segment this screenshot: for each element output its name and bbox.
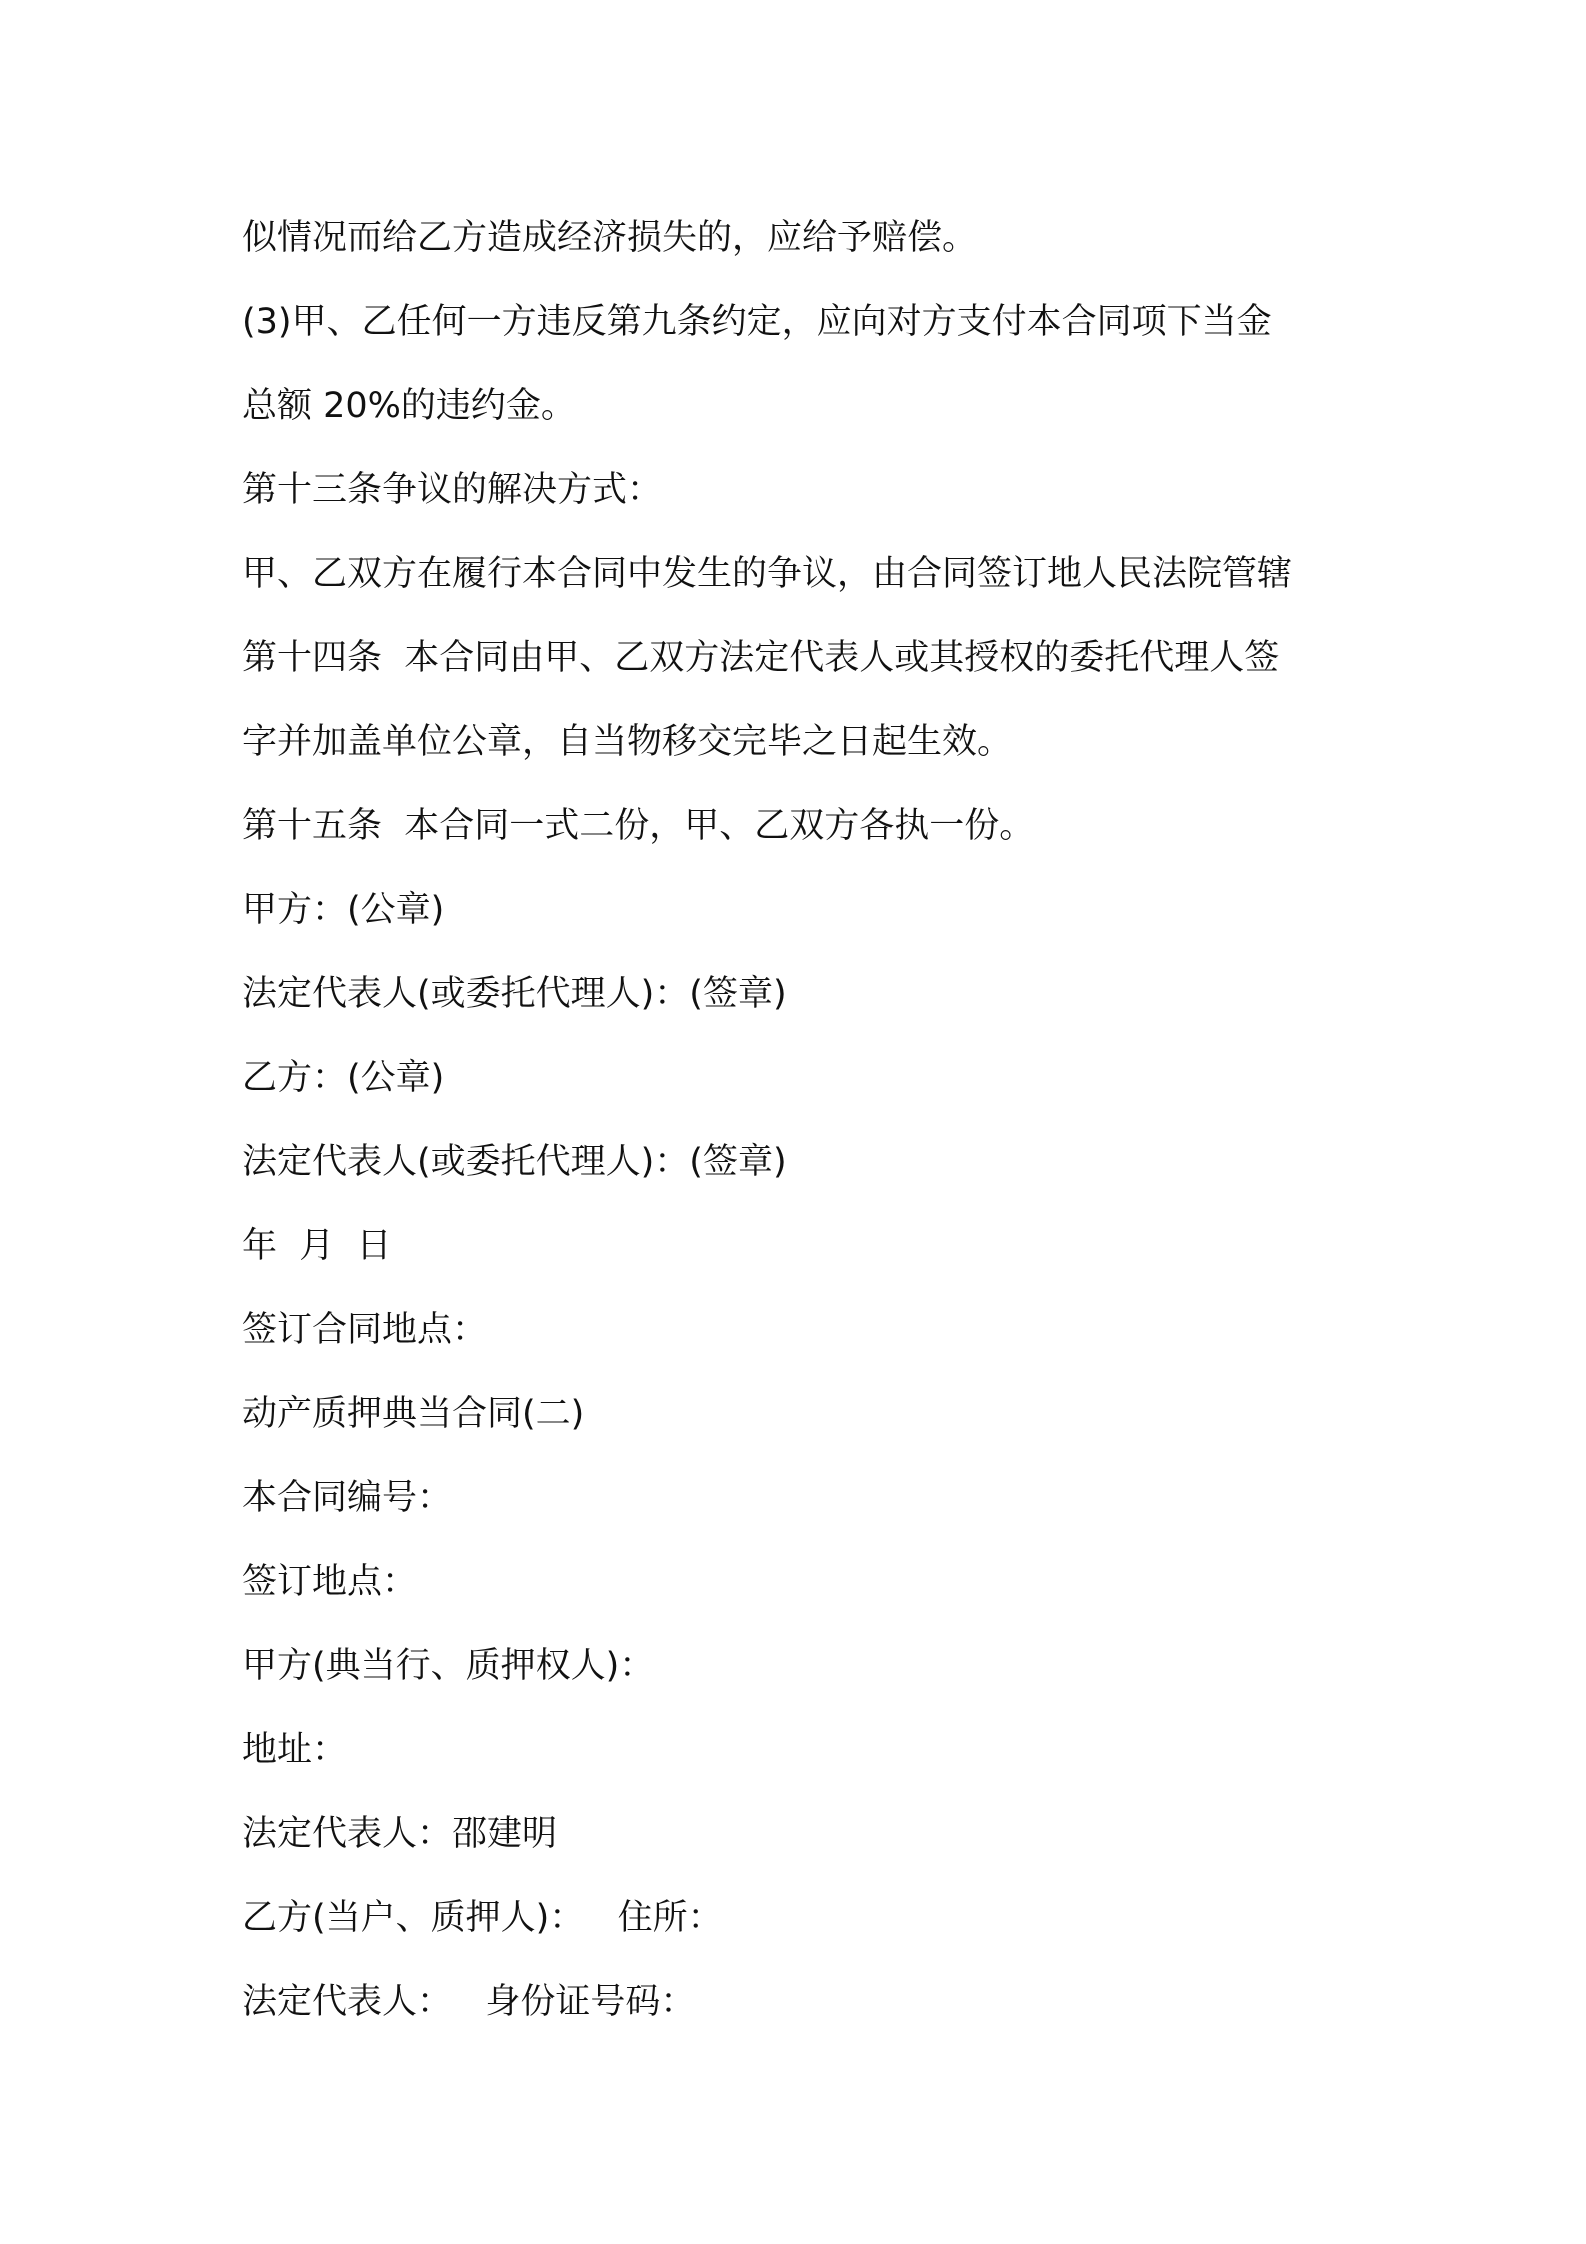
signing-location: 签订地点： (242, 1562, 418, 1602)
text-line-compensation: 似情况而给乙方造成经济损失的，应给予赔偿。 (242, 218, 978, 258)
party-b-seal: 乙方：(公章) (242, 1058, 445, 1098)
article-13-heading: 第十三条争议的解决方式： (242, 470, 663, 510)
contract-number: 本合同编号： (242, 1478, 453, 1518)
date-line: 年 月 日 (242, 1226, 392, 1266)
party-a-representative: 法定代表人(或委托代理人)：(签章) (242, 974, 787, 1014)
article-15: 第十五条 本合同一式二份，甲、乙双方各执一份。 (242, 806, 1035, 846)
signing-place: 签订合同地点： (242, 1310, 488, 1350)
contract-2-title: 动产质押典当合同(二) (242, 1394, 585, 1434)
representative-id-line: 法定代表人： 身份证号码： (242, 1982, 696, 2022)
address-line: 地址： (242, 1730, 348, 1770)
article-14-line-2: 字并加盖单位公章，自当物移交完毕之日起生效。 (242, 722, 1013, 762)
legal-representative: 法定代表人：邵建明 (242, 1814, 558, 1854)
party-a-seal: 甲方：(公章) (242, 890, 445, 930)
text-line-dispute: 甲、乙双方在履行本合同中发生的争议，由合同签订地人民法院管辖 (242, 554, 1293, 594)
text-line-penalty: 总额 20%的违约金。 (242, 386, 576, 426)
text-line-clause-3: (3)甲、乙任何一方违反第九条约定，应向对方支付本合同项下当金 (242, 302, 1272, 342)
document-body (242, 196, 1362, 2044)
article-14-line-1: 第十四条 本合同由甲、乙双方法定代表人或其授权的委托代理人签 (242, 638, 1280, 678)
party-a-pawnshop: 甲方(典当行、质押权人)： (242, 1646, 655, 1686)
party-b-pledger: 乙方(当户、质押人)： 住所： (242, 1898, 723, 1938)
party-b-representative: 法定代表人(或委托代理人)：(签章) (242, 1142, 787, 1182)
